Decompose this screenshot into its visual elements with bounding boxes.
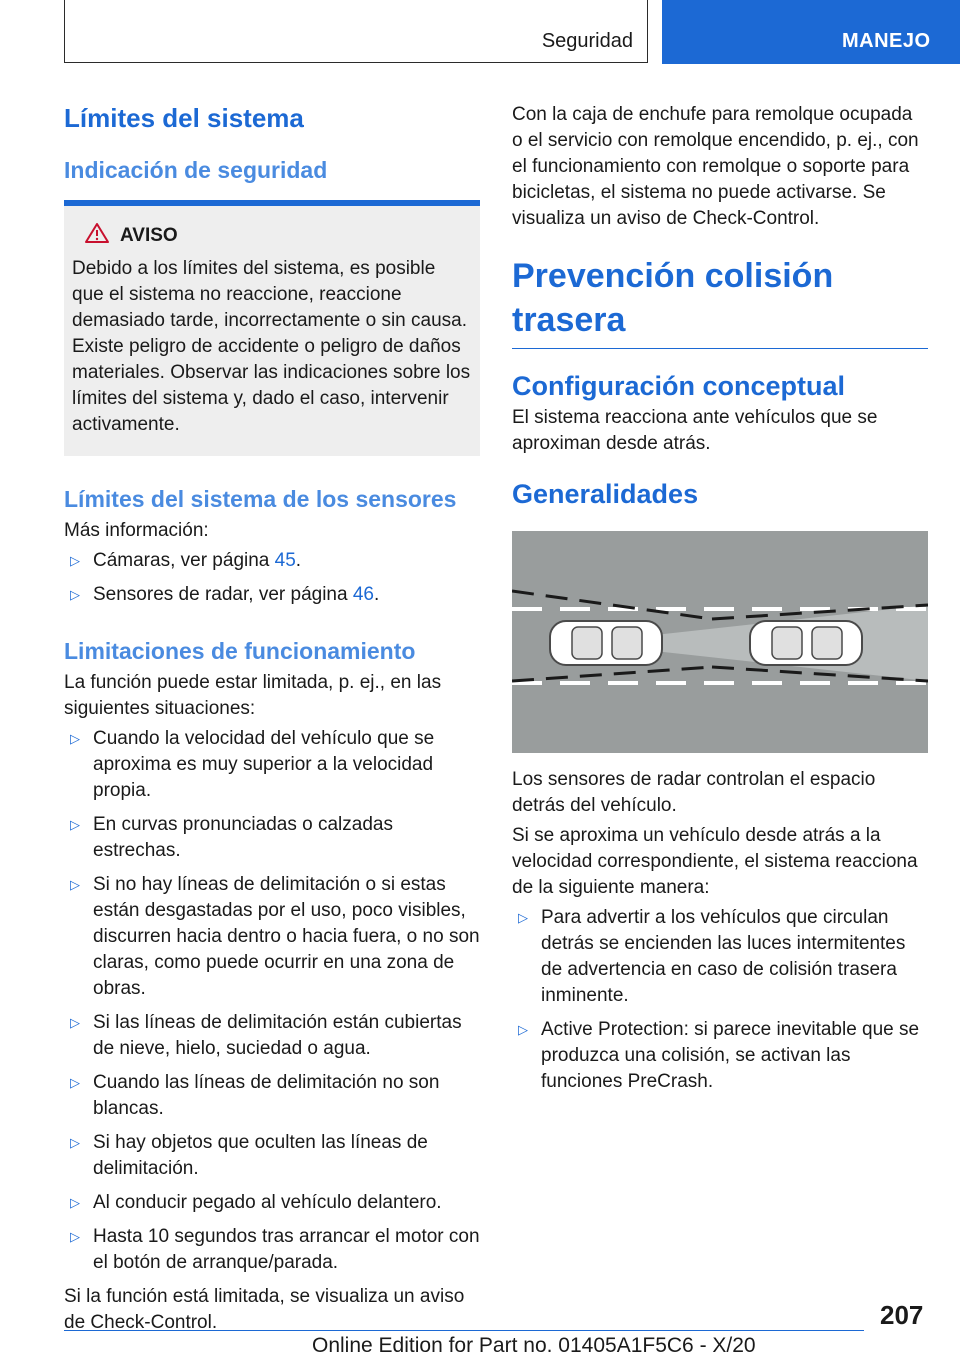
car-front-icon xyxy=(750,621,862,665)
list-item xyxy=(64,1130,480,1182)
triangle-bullet-icon: ▷ xyxy=(518,910,528,925)
list-item-text: Cuando las líneas de delimitación no son blancas. xyxy=(93,1072,440,1119)
header-chapter-tab[interactable]: MANEJO xyxy=(662,0,960,64)
list-item xyxy=(64,548,480,574)
list-item-end: . xyxy=(295,550,302,571)
sensors-heading: Límites del sistema de los sensores xyxy=(64,486,457,512)
limits-outro: Si la función está limitada, se visualiza un aviso de Check-Control. xyxy=(64,1286,465,1333)
warning-header xyxy=(84,222,472,250)
list-item-text: Active Protection: si parece inevitable que se produzca una colisión, se activan las funciones PreCrash. xyxy=(541,1019,920,1092)
chapter-title: Prevención colisión trasera xyxy=(512,254,928,349)
triangle-bullet-icon: ▷ xyxy=(70,1229,80,1244)
list-item xyxy=(512,905,928,1009)
list-item xyxy=(64,726,480,804)
page-header xyxy=(0,0,960,66)
section-title: Límites del sistema xyxy=(64,103,304,133)
list-item xyxy=(64,1070,480,1122)
footer-edition: Online Edition for Part no. 01405A1F5C6 - X/20 xyxy=(312,1334,756,1357)
page-link[interactable]: 45 xyxy=(274,550,296,571)
footer-divider xyxy=(64,1330,864,1331)
list-item-text: Para advertir a los vehículos que circulan detrás se encienden las luces intermitentes de advertencia en caso de colisión trasera inminente. xyxy=(541,907,906,1006)
triangle-bullet-icon: ▷ xyxy=(70,1075,80,1090)
limits-list xyxy=(64,726,480,1276)
concept-heading: Configuración conceptual xyxy=(512,371,846,401)
road-diagram xyxy=(512,531,928,753)
limits-intro: La función puede estar limitada, p. ej., en las siguientes situaciones: xyxy=(64,672,442,719)
page-number: 207 xyxy=(880,1300,924,1330)
limits-heading: Limitaciones de funcionamiento xyxy=(64,638,416,664)
list-item-text: Si hay objetos que oculten las líneas de delimitación. xyxy=(93,1132,428,1179)
concept-text: El sistema reacciona ante vehículos que se aproximan desde atrás. xyxy=(512,407,878,454)
warning-text: Debido a los límites del sistema, es posible que el sistema no reaccione, reaccione demasiado tarde, incorrectamente o sin causa. Existe peligro de accidente o peligro de daños materiales. Observar las indicaciones sobre los límites del sistema y, dado el caso, intervenir activamente. xyxy=(72,258,471,435)
list-item-text: Cámaras, ver página xyxy=(93,550,275,571)
triangle-bullet-icon: ▷ xyxy=(518,1022,528,1037)
rear-collision-illustration xyxy=(512,531,928,753)
list-item xyxy=(64,872,480,1002)
page-link[interactable]: 46 xyxy=(352,584,374,605)
triangle-bullet-icon: ▷ xyxy=(70,1015,80,1030)
list-item xyxy=(64,812,480,864)
sensors-list xyxy=(64,548,480,608)
general-text: Si se aproxima un vehículo desde atrás a la velocidad correspondiente, el sistema reacciona de la siguiente manera: xyxy=(512,825,918,898)
list-item-text: Al conducir pegado al vehículo delantero. xyxy=(93,1192,442,1213)
triangle-bullet-icon: ▷ xyxy=(70,1195,80,1210)
left-column xyxy=(64,100,480,1340)
list-item-text: Hasta 10 segundos tras arrancar el motor con el botón de arranque/parada. xyxy=(93,1226,480,1273)
triangle-bullet-icon: ▷ xyxy=(70,587,80,602)
sensors-intro: Más información: xyxy=(64,520,209,541)
general-heading: Generalidades xyxy=(512,479,699,509)
trailer-intro: Con la caja de enchufe para remolque ocupada o el servicio con remolque encendido, p. ej., con el funcionamiento con remolque o soporte para bicicletas, el sistema no puede activarse. Se visualiza un aviso de Check-Control. xyxy=(512,104,919,229)
safety-subtitle: Indicación de seguridad xyxy=(64,157,328,183)
list-item-text: Si las líneas de delimitación están cubiertas de nieve, hielo, suciedad o agua. xyxy=(93,1012,462,1059)
list-item xyxy=(64,1190,480,1216)
warning-label: AVISO xyxy=(120,225,178,246)
list-item xyxy=(64,1010,480,1062)
triangle-bullet-icon: ▷ xyxy=(70,1135,80,1150)
right-column xyxy=(512,100,928,1103)
car-rear-icon xyxy=(550,621,662,665)
triangle-bullet-icon: ▷ xyxy=(70,731,80,746)
triangle-bullet-icon: ▷ xyxy=(70,877,80,892)
warning-triangle-icon xyxy=(84,222,110,250)
list-item-text: Cuando la velocidad del vehículo que se aproxima es muy superior a la velocidad propia. xyxy=(93,728,435,801)
list-item xyxy=(64,582,480,608)
list-item-end: . xyxy=(373,584,380,605)
general-list xyxy=(512,905,928,1095)
list-item-text: Sensores de radar, ver página xyxy=(93,584,353,605)
list-item xyxy=(64,1224,480,1276)
list-item xyxy=(512,1017,928,1095)
header-section-title: Seguridad xyxy=(541,30,633,52)
triangle-bullet-icon: ▷ xyxy=(70,553,80,568)
warning-box xyxy=(64,200,480,456)
list-item-text: Si no hay líneas de delimitación o si estas están desgastadas por el uso, poco visibles, discurren hacia dentro o hacia fuera, o no son claras, como puede ocurrir en una zona de obras. xyxy=(93,874,480,999)
figure-caption: Los sensores de radar controlan el espacio detrás del vehículo. xyxy=(512,769,876,816)
triangle-bullet-icon: ▷ xyxy=(70,817,80,832)
list-item-text: En curvas pronunciadas o calzadas estrechas. xyxy=(93,814,393,861)
header-section-box xyxy=(64,0,648,63)
